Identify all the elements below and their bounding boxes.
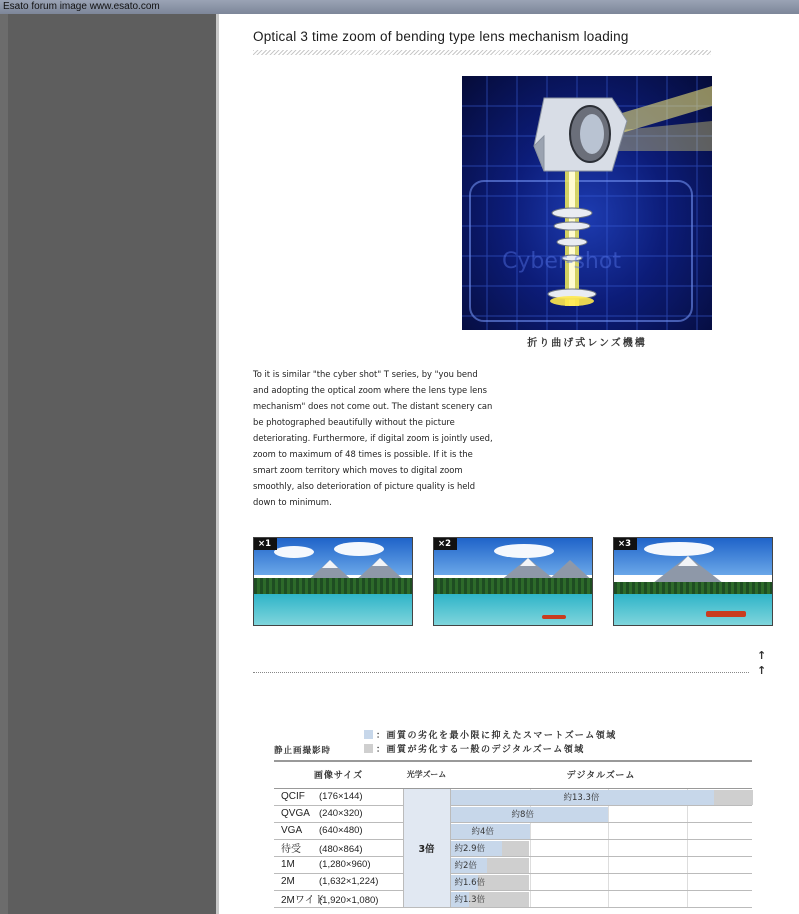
size-name: VGA — [281, 825, 303, 836]
smart-zoom-label: 約1.6倍 — [454, 877, 486, 888]
zoom-photo-x2 — [433, 537, 593, 626]
watermark-text: Esato forum image www.esato.com — [3, 1, 160, 12]
image-size-cell — [274, 890, 403, 907]
size-name: 待受 — [281, 844, 301, 855]
image-size-cell — [274, 873, 403, 890]
smart-zoom-label: 約2.9倍 — [454, 843, 486, 854]
optical-zoom-value: 3倍 — [403, 788, 450, 907]
grid-line — [530, 840, 531, 856]
table-row — [274, 856, 752, 873]
size-dims: (1,280×960) — [319, 859, 371, 870]
lens-mechanism-figure — [462, 76, 712, 330]
image-size-cell — [274, 822, 403, 839]
digital-zoom-cell — [450, 805, 752, 822]
digital-zoom-bar — [714, 790, 753, 805]
grid-line — [530, 891, 531, 907]
table-row — [274, 805, 752, 822]
size-dims: (480×864) — [319, 844, 363, 855]
title-underline — [253, 50, 711, 55]
digital-zoom-bar — [478, 875, 529, 890]
zoom-photo-x1 — [253, 537, 413, 626]
page-top-arrow-icon[interactable]: ↑ — [757, 649, 767, 662]
digital-zoom-cell — [450, 856, 752, 873]
digital-zoom-bar — [502, 841, 529, 856]
legend-smart-zoom: ：画質の劣化を最小限に抑えたスマートズーム領域 — [364, 728, 617, 741]
smart-zoom-label: 約4倍 — [471, 826, 494, 837]
table-row — [274, 822, 752, 839]
legend-swatch-smart — [364, 730, 373, 739]
zoom-badge: ×3 — [614, 538, 637, 550]
size-name: 1M — [281, 859, 295, 870]
size-dims: (1,920×1,080) — [319, 895, 379, 906]
grid-line — [608, 823, 609, 839]
grid-line — [530, 874, 531, 890]
grid-line — [608, 840, 609, 856]
grid-line — [608, 891, 609, 907]
grid-line — [608, 874, 609, 890]
grid-line — [608, 806, 609, 822]
grid-line — [608, 857, 609, 873]
page-title: Optical 3 time zoom of bending type lens mechanism loading — [253, 29, 629, 44]
zoom-photo-x3 — [613, 537, 773, 626]
digital-zoom-cell — [450, 788, 752, 805]
table-row — [274, 788, 752, 805]
header-image-size: 画像サイズ — [274, 761, 403, 788]
digital-zoom-bar — [487, 858, 529, 873]
size-dims: (176×144) — [319, 791, 363, 802]
image-size-cell — [274, 856, 403, 873]
grid-line — [687, 840, 688, 856]
grid-line — [687, 806, 688, 822]
size-dims: (240×320) — [319, 808, 363, 819]
grid-line — [687, 857, 688, 873]
image-size-cell — [274, 839, 403, 856]
zoom-range-table — [274, 760, 752, 908]
header-digital-zoom: デジタルズーム — [450, 761, 752, 788]
legend-mode-label: 静止画撮影時 — [274, 746, 332, 756]
zoom-badge: ×1 — [254, 538, 277, 550]
size-name: QCIF — [281, 791, 305, 802]
size-dims: (640×480) — [319, 825, 363, 836]
document-page — [216, 14, 799, 914]
digital-zoom-cell — [450, 822, 752, 839]
figure-caption: 折り曲げ式レンズ機構 — [527, 338, 647, 349]
grid-line — [530, 857, 531, 873]
grid-line — [687, 874, 688, 890]
legend-digital-zoom: ：画質が劣化する一般のデジタルズーム領域 — [364, 742, 585, 755]
size-name: 2Mワイド — [281, 895, 325, 906]
table-row — [274, 839, 752, 856]
figure-watermark: Cyber-shot — [502, 249, 621, 274]
smart-zoom-label: 約1.3倍 — [454, 894, 486, 905]
digital-zoom-cell — [450, 890, 752, 907]
digital-zoom-cell — [450, 839, 752, 856]
digital-zoom-cell — [450, 873, 752, 890]
section-divider — [253, 672, 749, 673]
grid-line — [687, 823, 688, 839]
watermark-bar — [0, 0, 799, 14]
left-gutter — [0, 14, 216, 914]
page-top-arrow-icon[interactable]: ↑ — [757, 664, 767, 677]
zoom-badge: ×2 — [434, 538, 457, 550]
smart-zoom-label: 約2倍 — [454, 860, 477, 871]
image-size-cell — [274, 788, 403, 805]
smart-zoom-label: 約13.3倍 — [563, 792, 600, 803]
grid-line — [687, 891, 688, 907]
table-row — [274, 890, 752, 907]
article-body: To it is similar "the cyber shot" T series, by "you bend and adopting the optical zoom where the lens type lens mechanism" does not come out. The distant scenery can be photographed beautifully without the picture deteriorating. Furthermore, if digital zoom is jointly used, zoom to maximum of 48 times is possible. If it is the smart zoom territory which moves to digital zoom smoothly, also deterioration of picture quality is held down to minimum. — [253, 369, 493, 507]
legend-swatch-digital — [364, 744, 373, 753]
lens-diagram-illustration — [462, 76, 712, 330]
size-dims: (1,632×1,224) — [319, 876, 379, 887]
image-size-cell — [274, 805, 403, 822]
size-name: 2M — [281, 876, 295, 887]
header-optical-zoom: 光学ズーム — [403, 761, 450, 788]
table-row — [274, 873, 752, 890]
size-name: QVGA — [281, 808, 310, 819]
smart-zoom-label: 約8倍 — [511, 809, 534, 820]
grid-line — [530, 823, 531, 839]
